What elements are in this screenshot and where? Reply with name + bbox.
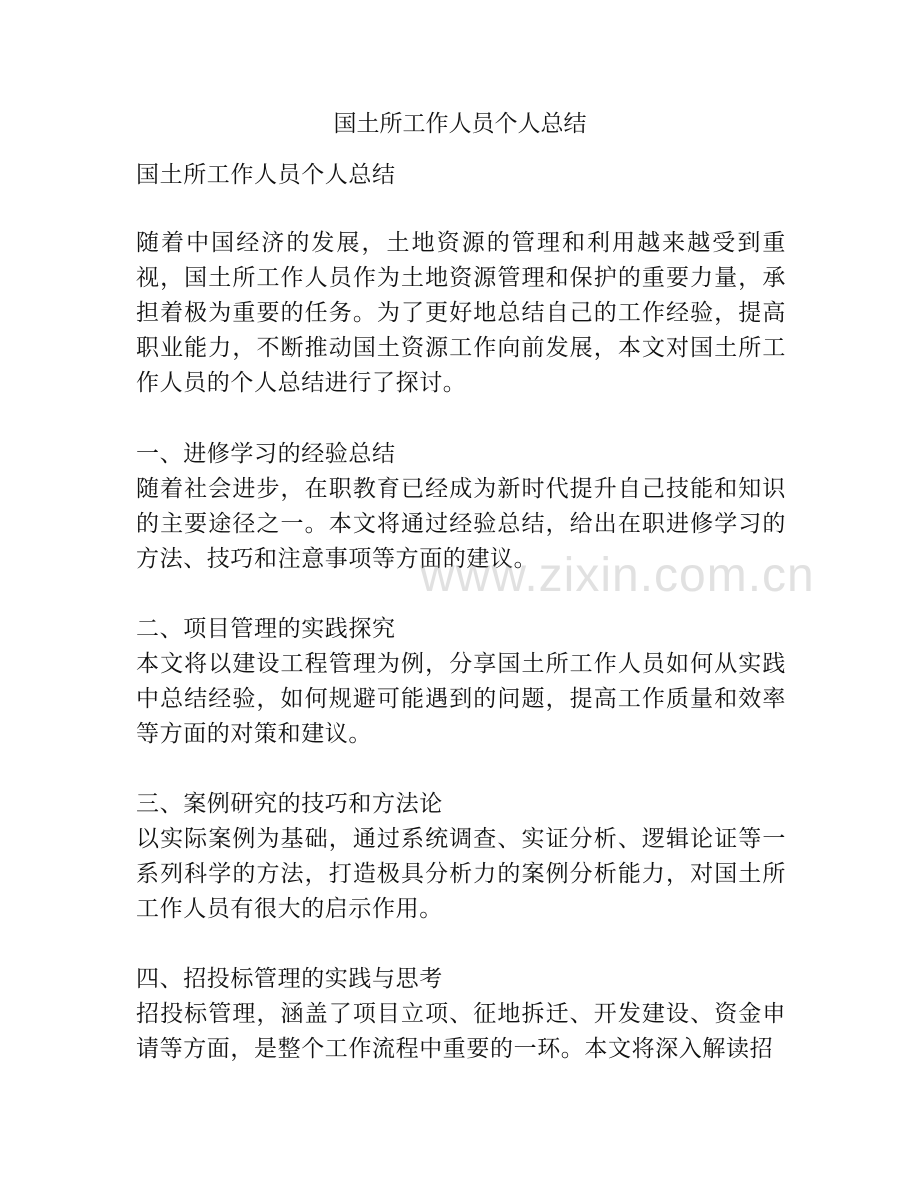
- section-2-body: 本文将以建设工程管理为例，分享国土所工作人员如何从实践中总结经验，如何规避可能遇到的问题，提高工作质量和效率等方面的对策和建议。: [136, 651, 786, 747]
- intro-paragraph: 随着中国经济的发展，土地资源的管理和利用越来越受到重视，国土所工作人员作为土地资源管理和保护的重要力量，承担着极为重要的任务。为了更好地总结自己的工作经验，提高职业能力，不断推动国土资源工作向前发展，本文对国土所工作人员的个人总结进行了探讨。: [136, 230, 786, 396]
- section-1-body: 随着社会进步，在职教育已经成为新时代提升自己技能和知识的主要途径之一。本文将通过经验总结，给出在职进修学习的方法、技巧和注意事项等方面的建议。: [136, 476, 786, 572]
- section-3-heading: 三、案例研究的技巧和方法论: [136, 791, 443, 817]
- section-1-heading: 一、进修学习的经验总结: [136, 441, 396, 467]
- document-title: 国土所工作人员个人总结: [333, 111, 587, 137]
- section-4-body: 招投标管理，涵盖了项目立项、征地拆迁、开发建设、资金申请等方面，是整个工作流程中重要的一环。本文将深入解读招: [136, 1001, 786, 1062]
- section-3-body: 以实际案例为基础，通过系统调查、实证分析、逻辑论证等一系列科学的方法，打造极具分析力的案例分析能力，对国土所工作人员有很大的启示作用。: [136, 826, 786, 922]
- section-2-heading: 二、项目管理的实践探究: [136, 616, 396, 642]
- document-subtitle: 国土所工作人员个人总结: [136, 162, 396, 188]
- watermark: www.zixin.com.cn: [420, 549, 815, 602]
- section-4-heading: 四、招投标管理的实践与思考: [136, 966, 443, 992]
